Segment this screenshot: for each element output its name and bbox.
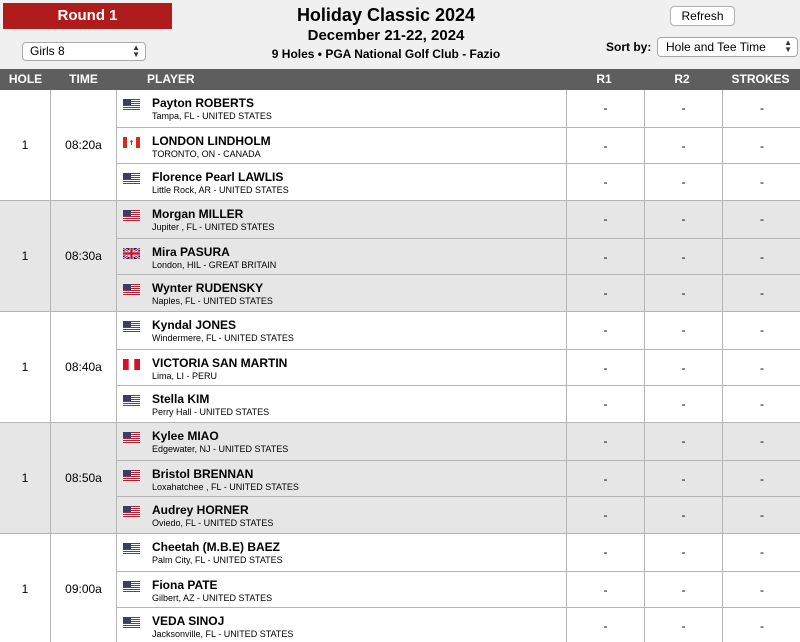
group-time: 09:00a [65,582,102,596]
player-location: Little Rock, AR - UNITED STATES [152,185,289,196]
tee-group [0,90,800,201]
tee-group [0,312,800,423]
player-location: Oviedo, FL - UNITED STATES [152,518,274,529]
score-r2: - [644,239,722,275]
player-name[interactable]: Morgan MILLER [152,207,244,221]
flag-icon [123,319,140,330]
score-r1: - [566,608,644,642]
player-name[interactable]: Bristol BRENNAN [152,466,254,481]
group-time: 08:50a [65,471,102,485]
group-hole: 1 [0,201,51,311]
round-tab[interactable]: Round 1 [3,3,172,29]
sort-select[interactable] [657,37,798,57]
player-location: Gilbert, AZ - UNITED STATES [152,592,273,603]
score-r1: - [566,128,644,164]
score-strokes: - [722,350,800,386]
column-header-r1[interactable]: R1 [596,72,612,86]
score-r2: - [644,312,722,349]
score-strokes: - [722,239,800,275]
score-r2: - [644,423,722,460]
score-r2: - [644,461,722,497]
top-bar [0,0,800,69]
tee-group [0,423,800,534]
division-select-value: Girls 8 [30,44,65,58]
player-location: Naples, FL - UNITED STATES [152,296,273,307]
division-select[interactable] [22,42,146,61]
score-r1: - [566,350,644,386]
flag-icon [123,430,140,441]
player-row[interactable] [116,423,800,460]
event-title: Holiday Classic 2024 [296,5,476,25]
event-header [200,4,572,62]
refresh-button[interactable]: Refresh [670,6,735,26]
player-name[interactable]: VICTORIA SAN MARTIN [152,355,288,370]
player-name[interactable]: Payton ROBERTS [152,96,255,110]
score-r2: - [644,534,722,571]
select-arrows-icon: ▲ ▼ [132,43,140,59]
player-location: Jupiter , FL - UNITED STATES [152,222,275,232]
column-header-r2[interactable]: R2 [674,72,690,86]
score-r1: - [566,572,644,608]
player-location: Lima, LI - PERU [152,370,218,381]
score-r2: - [644,275,722,311]
player-name[interactable]: Wynter RUDENSKY [152,281,264,296]
score-r1: - [566,534,644,571]
column-header-player[interactable]: PLAYER [147,72,195,86]
player-name[interactable]: Kyndal JONES [152,318,237,332]
flag-icon [123,135,140,146]
tee-group [0,201,800,312]
player-location: Loxahatchee , FL - UNITED STATES [152,481,299,492]
column-header-strokes[interactable]: STROKES [731,72,790,86]
group-time: 08:20a [65,138,102,152]
group-hole: 1 [0,534,51,642]
score-strokes: - [722,312,800,349]
score-r1: - [566,497,644,533]
sort-label: Sort by: [606,40,652,54]
event-course: 9 Holes • PGA National Golf Club - Fazio [271,47,501,61]
score-strokes: - [722,608,800,642]
flag-icon [123,579,140,590]
player-name[interactable]: Cheetah (M.B.E) BAEZ [152,540,281,554]
score-r2: - [644,128,722,164]
player-location: Palm City, FL - UNITED STATES [152,555,283,565]
score-r1: - [566,239,644,275]
score-strokes: - [722,497,800,533]
flag-icon [123,171,140,182]
player-row[interactable] [116,90,800,127]
player-row[interactable] [116,127,800,164]
flag-icon [123,615,140,626]
player-row[interactable] [116,460,800,497]
flag-icon [123,357,140,368]
score-r2: - [644,90,722,127]
tee-group [0,534,800,642]
event-dates: December 21-22, 2024 [307,27,465,44]
score-r2: - [644,608,722,642]
player-row[interactable] [116,496,800,533]
flag-icon [123,246,140,257]
player-name[interactable]: Florence Pearl LAWLIS [152,170,284,185]
group-hole: 1 [0,312,51,422]
flag-icon [123,468,140,479]
score-strokes: - [722,164,800,200]
sort-select-value: Hole and Tee Time [666,40,766,54]
player-location: Edgewater, NJ - UNITED STATES [152,444,289,454]
flag-icon [123,541,140,552]
group-hole: 1 [0,90,51,200]
score-r1: - [566,164,644,200]
flag-icon [123,504,140,515]
flag-icon [123,97,140,108]
table-header [0,69,800,90]
player-location: Perry Hall - UNITED STATES [152,407,270,418]
player-name[interactable]: VEDA SINOJ [152,614,225,629]
score-r1: - [566,423,644,460]
player-name[interactable]: Kylee MIAO [152,429,219,443]
player-row[interactable] [116,163,800,200]
score-r1: - [566,312,644,349]
player-row[interactable] [116,349,800,386]
player-row[interactable] [116,238,800,275]
group-time: 08:30a [65,249,102,263]
player-row[interactable] [116,385,800,422]
score-r2: - [644,386,722,422]
score-r2: - [644,201,722,238]
player-name[interactable]: Mira PASURA [152,244,230,259]
score-r1: - [566,201,644,238]
player-name[interactable]: Fiona PATE [152,577,218,592]
player-row[interactable] [116,571,800,608]
score-strokes: - [722,275,800,311]
score-strokes: - [722,386,800,422]
score-strokes: - [722,128,800,164]
score-strokes: - [722,201,800,238]
player-row[interactable] [116,607,800,642]
score-r1: - [566,275,644,311]
score-strokes: - [722,461,800,497]
player-row[interactable] [116,274,800,311]
player-row[interactable] [116,312,800,349]
score-strokes: - [722,90,800,127]
score-r1: - [566,386,644,422]
player-name[interactable]: LONDON LINDHOLM [152,133,271,148]
player-location: Jacksonville, FL - UNITED STATES [152,629,294,640]
column-header-hole[interactable]: HOLE [8,72,43,86]
player-row[interactable] [116,201,800,238]
player-location: Windermere, FL - UNITED STATES [152,333,294,343]
group-time: 08:40a [65,360,102,374]
player-name[interactable]: Stella KIM [152,392,210,407]
select-arrows-icon: ▲ ▼ [784,38,792,54]
score-strokes: - [722,423,800,460]
score-r2: - [644,497,722,533]
flag-icon [123,393,140,404]
column-header-time[interactable]: TIME [69,72,98,86]
flag-icon [123,282,140,293]
player-location: London, HIL - GREAT BRITAIN [152,259,277,270]
score-r2: - [644,350,722,386]
player-location: TORONTO, ON - CANADA [152,148,261,159]
tee-time-groups [0,90,800,642]
player-name[interactable]: Audrey HORNER [152,503,249,518]
score-r1: - [566,461,644,497]
score-strokes: - [722,534,800,571]
score-strokes: - [722,572,800,608]
score-r2: - [644,164,722,200]
flag-icon [123,208,140,219]
score-r2: - [644,572,722,608]
group-hole: 1 [0,423,51,533]
player-location: Tampa, FL - UNITED STATES [152,111,272,121]
player-row[interactable] [116,534,800,571]
score-r1: - [566,90,644,127]
